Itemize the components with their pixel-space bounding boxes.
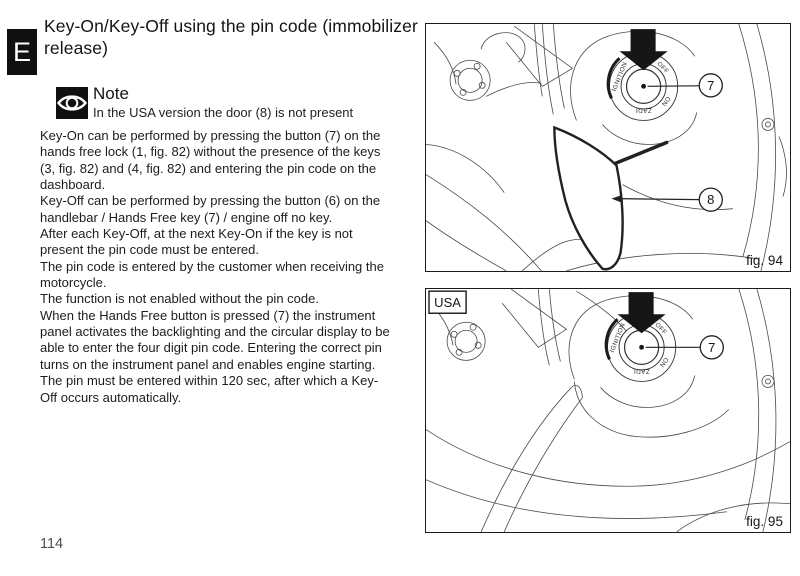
- body-text-line: Key-Off can be performed by pressing the button (6) on the: [40, 193, 381, 209]
- dial-label-brand: ZADI: [633, 367, 650, 375]
- body-text-line: present the pin code must be entered.: [40, 242, 259, 258]
- body-text-line: The function is not enabled without the pin code.: [40, 291, 319, 307]
- section-tab-e: E: [7, 29, 37, 75]
- figure-94: [425, 23, 791, 272]
- figure-caption: fig. 94: [746, 252, 783, 268]
- dial-label-brand: ZADI: [635, 106, 652, 114]
- dial-label-ignition: IGNITION: [608, 321, 627, 354]
- body-text-line: The pin code is entered by the customer when receiving the: [40, 258, 384, 274]
- door-hinge-rod: [613, 142, 667, 164]
- eye-icon: [56, 87, 88, 119]
- body-text-line: hands free lock (1, fig. 82) without the presence of the keys: [40, 144, 381, 160]
- dial-label-on: ON: [659, 94, 672, 108]
- page-number: 114: [40, 536, 64, 552]
- body-text-line: able to enter the four digit pin code. Entering the correct pin: [40, 340, 382, 356]
- page-title: [44, 16, 428, 59]
- dial-label-on: ON: [657, 355, 670, 369]
- figure-95: [425, 288, 791, 533]
- dial-label-ignition: IGNITION: [610, 60, 629, 93]
- body-text-line: Key-On can be performed by pressing the button (7) on the: [40, 128, 381, 143]
- body-text-line: handlebar / Hands Free key (7) / engine off no key.: [40, 209, 333, 225]
- usa-label: [429, 291, 466, 313]
- note-text: In the USA version the door (8) is not present: [93, 105, 354, 120]
- note-heading: Note: [93, 84, 129, 103]
- callout-8-number: 8: [707, 192, 715, 208]
- body-text-line: turns on the instrument panel and enables engine starting.: [40, 356, 376, 372]
- body-text-line: The pin must be entered within 120 sec, after which a Key-: [40, 373, 379, 389]
- hands-free-door-flap: [554, 127, 622, 269]
- body-text-line: dashboard.: [40, 177, 106, 193]
- ignition-switch-with-door-illustration: [426, 24, 790, 271]
- body-text-line: (3, fig. 82) and (4, fig. 82) and entering the pin code on the: [40, 160, 377, 176]
- body-text-line: When the Hands Free button is pressed (7) the instrument: [40, 307, 376, 323]
- page-title-line: Key-On/Key-Off using the pin code (immobilizer: [44, 16, 418, 36]
- usa-label-text: USA: [434, 295, 461, 311]
- body-text-line: motorcycle.: [40, 275, 107, 291]
- callout-7-number: 7: [707, 77, 715, 93]
- figure-caption: fig. 95: [746, 513, 783, 529]
- body-text-line: panel activates the backlighting and the circular display to be: [40, 324, 390, 340]
- motorcycle-sketch-lines: [426, 289, 790, 532]
- callout-7-number: 7: [708, 339, 716, 355]
- callout-8: [612, 188, 723, 211]
- ignition-switch-usa-illustration: [426, 289, 790, 532]
- dial-label-off: OFF: [655, 60, 671, 76]
- body-text-line: After each Key-Off, at the next Key-On if the key is not: [40, 226, 353, 242]
- dial-label-off: OFF: [653, 321, 669, 337]
- body-text: [40, 128, 390, 406]
- body-text-line: Off occurs automatically.: [40, 389, 182, 405]
- page-title-line: release): [44, 37, 109, 58]
